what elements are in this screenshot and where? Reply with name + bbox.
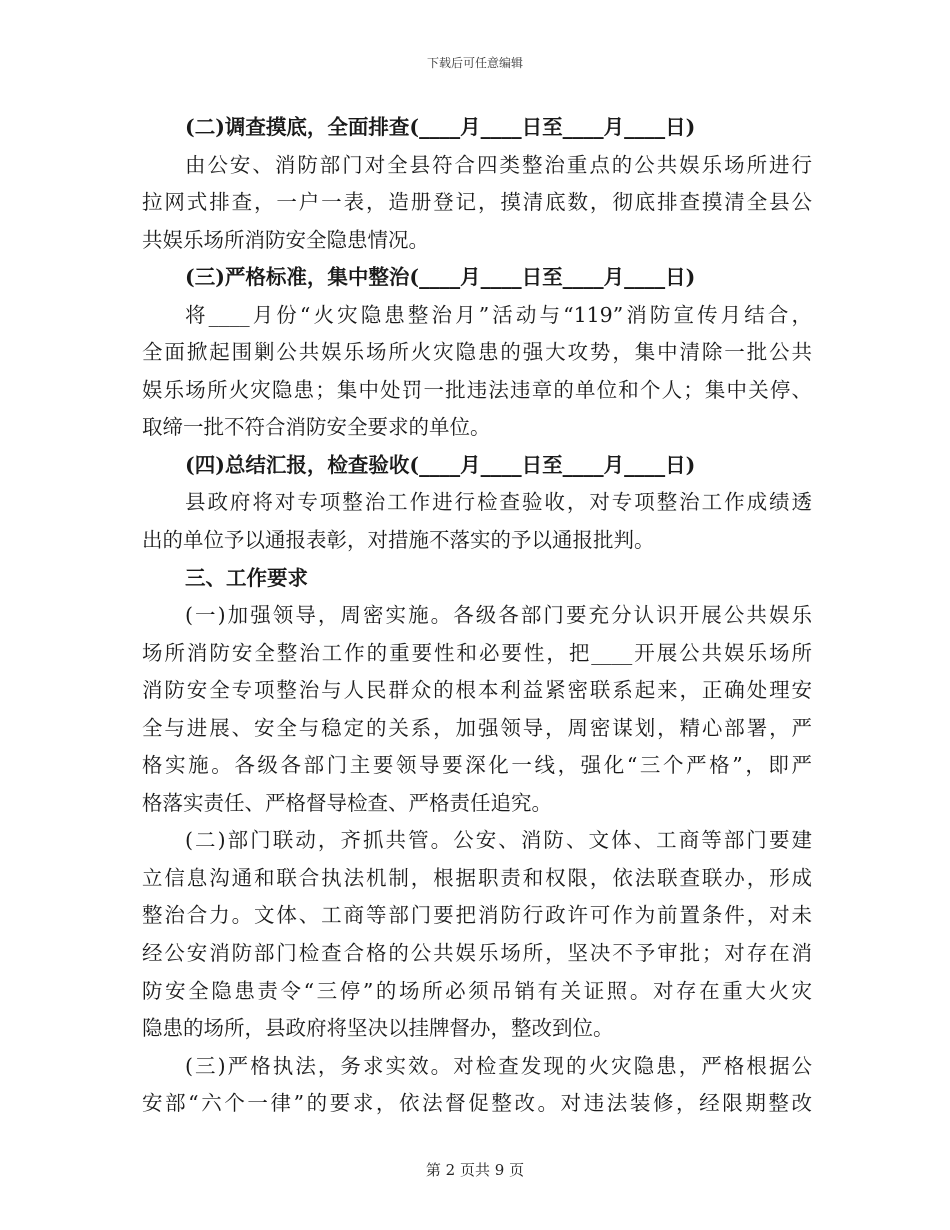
section-heading: 三、工作要求 — [185, 565, 308, 590]
page-header: 下载后可任意编辑 — [426, 56, 523, 70]
text-line: 共娱乐场所消防安全隐患情况。 — [142, 227, 429, 252]
text-line: 全与进展、安全与稳定的关系，加强领导，周密谋划，精心部署，严 — [142, 715, 812, 740]
text-line: 隐患的场所，县政府将坚决以挂牌督办，整改到位。 — [142, 1016, 614, 1041]
text-line: 拉网式排查，一户一表，造册登记，摸清底数，彻底排查摸清全县公 — [142, 190, 812, 215]
text-line: 出的单位予以通报表彰，对措施不落实的予以通报批判。 — [142, 528, 655, 553]
text-line: 安部“六个一律”的要求，依法督促整改。对违法装修，经限期整改 — [142, 1091, 812, 1116]
text-line: 县政府将对专项整治工作进行检查验收，对专项整治工作成绩透 — [185, 490, 812, 515]
text-line: (二)部门联动，齐抓共管。公安、消防、文体、工商等部门要建 — [185, 828, 812, 853]
text-line: 消防安全专项整治与人民群众的根本利益紧密联系起来，正确处理安 — [142, 678, 812, 703]
section-heading: (二)调查摸底，全面排查(____月____日至____月____日) — [185, 115, 696, 139]
text-line: 格实施。各级各部门主要领导要深化一线，强化“三个严格”，即严 — [142, 753, 812, 778]
section-heading: (三)严格标准，集中整治(____月____日至____月____日) — [185, 265, 696, 290]
text-line: 立信息沟通和联合执法机制，根据职责和权限，依法联查联办，形成 — [142, 865, 812, 890]
text-line: 娱乐场所火灾隐患；集中处罚一批违法违章的单位和个人；集中关停、 — [142, 377, 812, 402]
text-line: 场所消防安全整治工作的重要性和必要性，把____开展公共娱乐场所 — [142, 640, 812, 665]
text-line: (一)加强领导，周密实施。各级各部门要充分认识开展公共娱乐 — [185, 603, 812, 628]
text-line: 全面掀起围剿公共娱乐场所火灾隐患的强大攻势，集中清除一批公共 — [142, 340, 812, 365]
document-body — [142, 109, 812, 1123]
text-line: 由公安、消防部门对全县符合四类整治重点的公共娱乐场所进行 — [185, 152, 812, 177]
text-line: 经公安消防部门检查合格的公共娱乐场所，坚决不予审批；对存在消 — [142, 941, 812, 966]
text-line: 防安全隐患责令“三停”的场所必须吊销有关证照。对存在重大火灾 — [142, 978, 812, 1003]
text-line: 将____月份“火灾隐患整治月”活动与“119”消防宣传月结合， — [185, 302, 812, 327]
text-line: (三)严格执法，务求实效。对检查发现的火灾隐患，严格根据公 — [185, 1053, 812, 1078]
text-line: 整治合力。文体、工商等部门要把消防行政许可作为前置条件，对未 — [142, 903, 812, 928]
text-line: 取缔一批不符合消防安全要求的单位。 — [142, 415, 491, 440]
text-line: 格落实责任、严格督导检查、严格责任追究。 — [142, 790, 552, 815]
page-footer: 第 2 页共 9 页 — [425, 1161, 525, 1179]
section-heading: (四)总结汇报，检查验收(____月____日至____月____日) — [185, 452, 696, 477]
